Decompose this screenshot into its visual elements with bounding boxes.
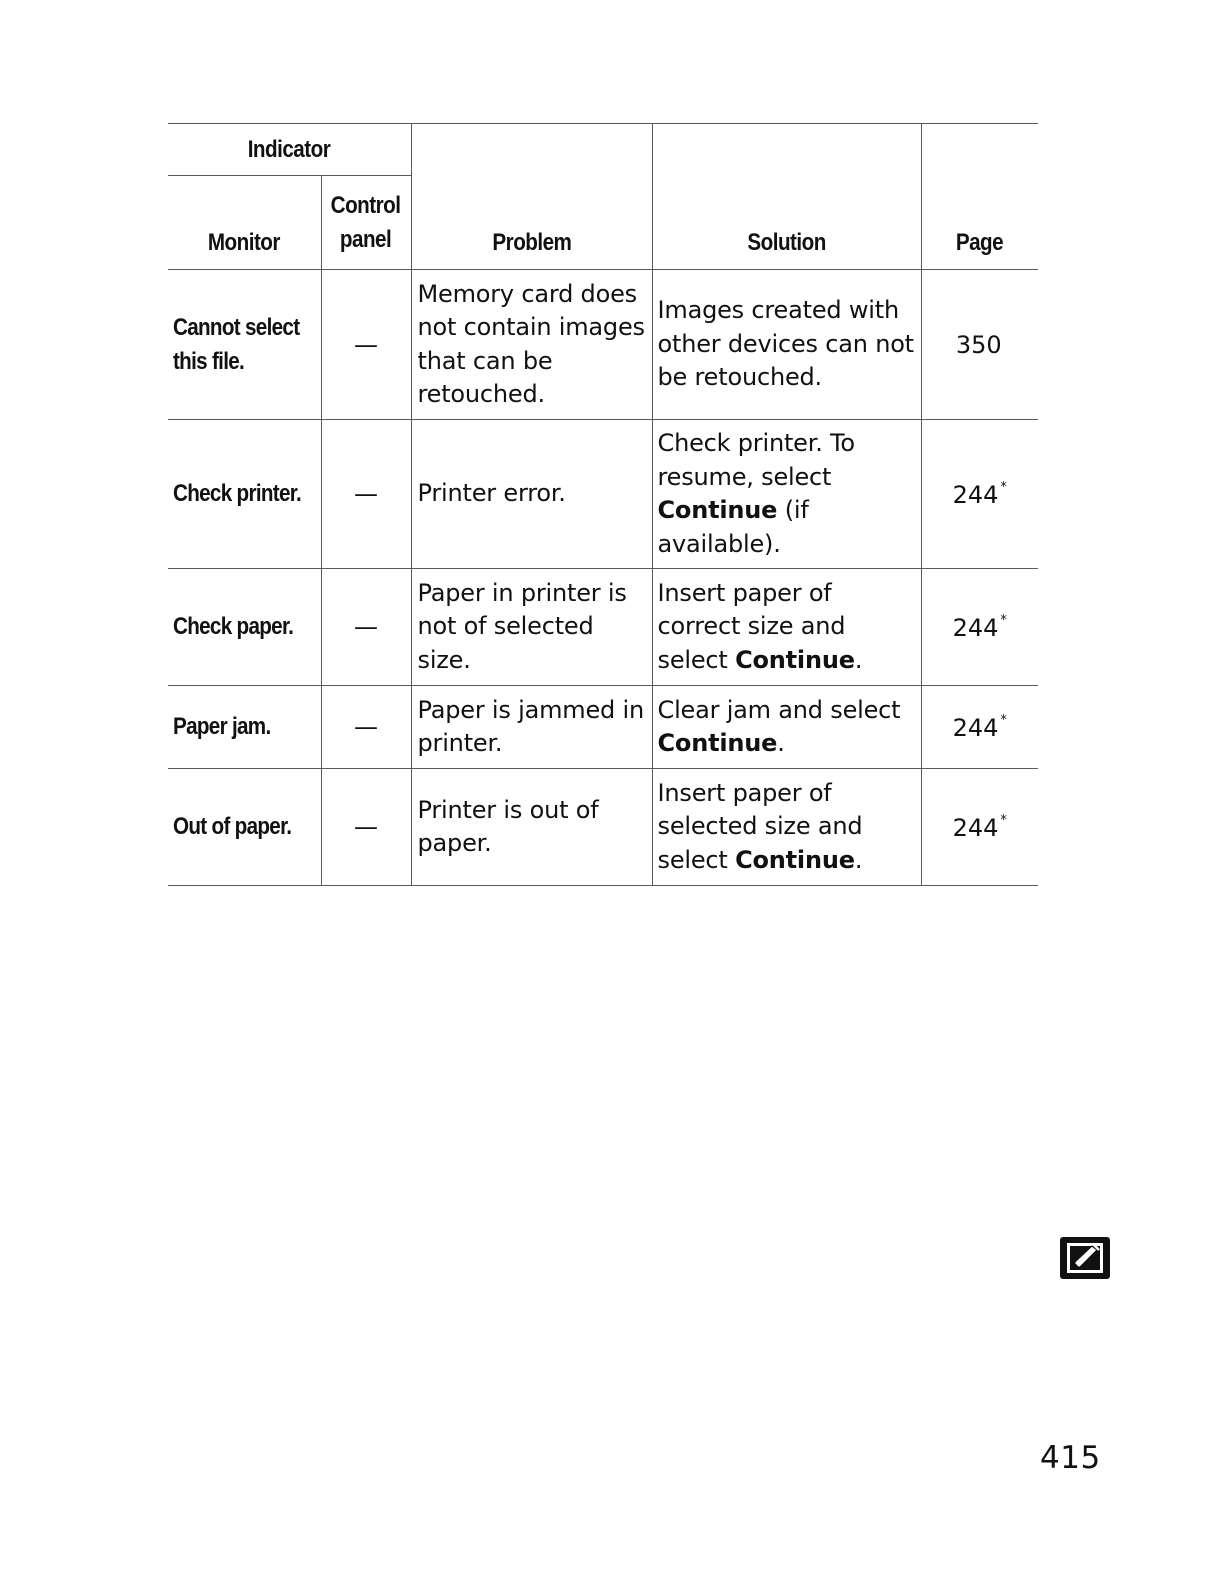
page-reference: 244 [952,613,999,642]
solution-text-end: . [854,645,863,674]
solution-text-end: . [777,729,785,757]
table-row [168,420,1038,569]
monitor-message: Cannot select this file. [173,313,300,375]
table-row [168,270,1038,420]
technical-notes-pencil-icon [1059,1236,1111,1280]
solution-cell [652,686,921,769]
page-reference: 244 [952,813,999,842]
page-footnote-mark: * [1000,812,1007,828]
page-number: 415 [1040,1440,1101,1476]
solution-text: Images created with other devices can not be retouched. [657,296,914,392]
page-footnote-mark: * [1000,479,1007,495]
solution-text: Insert paper of selected size and select [657,778,863,874]
page-reference-cell [921,270,1038,420]
solution-text-end: (if available). [657,496,809,558]
control-panel-cell: — [321,270,411,420]
problem-cell: Paper is jammed in printer. [411,686,652,769]
control-panel-cell: — [321,769,411,886]
monitor-message-cell [168,686,321,769]
monitor-message: Paper jam. [173,713,271,740]
problem-header: Problem [411,124,652,270]
page-header: Page [921,124,1038,270]
page-footnote-mark: * [1000,712,1007,728]
solution-header: Solution [652,124,921,270]
solution-cell [652,420,921,569]
solution-text: Clear jam and select [657,695,901,724]
monitor-header: Monitor [168,176,321,270]
header-row-top [168,124,1038,176]
solution-keyword: Continue [657,496,778,524]
error-messages-table [168,123,1038,886]
table-row [168,569,1038,686]
page-reference-cell [921,686,1038,769]
control-panel-header: Control panel [321,176,411,270]
solution-text-end: . [854,845,863,874]
monitor-message-cell [168,270,321,420]
indicator-header: Indicator [168,124,411,176]
solution-cell [652,270,921,420]
table-row [168,686,1038,769]
problem-cell: Paper in printer is not of selected size. [411,569,652,686]
page-reference-cell [921,569,1038,686]
page-reference: 244 [952,713,999,742]
monitor-message: Check paper. [173,613,294,640]
table-row [168,769,1038,886]
table-body [168,270,1038,886]
page-reference-cell [921,769,1038,886]
page-reference: 350 [955,331,1002,359]
solution-cell [652,769,921,886]
page-reference: 244 [952,480,999,509]
monitor-message-cell [168,569,321,686]
solution-text: Insert paper of correct size and select [657,578,846,674]
solution-keyword: Continue [657,729,778,757]
solution-text: Check printer. To resume, select [657,429,855,491]
monitor-message: Check printer. [173,480,302,507]
page-reference-cell [921,420,1038,569]
control-panel-cell: — [321,569,411,686]
problem-cell: Printer is out of paper. [411,769,652,886]
page-footnote-mark: * [1000,612,1007,628]
control-panel-cell: — [321,686,411,769]
solution-cell [652,569,921,686]
monitor-message-cell [168,769,321,886]
problem-cell: Memory card does not contain images that can be retouched. [411,270,652,420]
monitor-message: Out of paper. [173,813,292,840]
solution-keyword: Continue [735,645,855,674]
problem-cell: Printer error. [411,420,652,569]
monitor-message-cell [168,420,321,569]
control-panel-cell: — [321,420,411,569]
solution-keyword: Continue [735,845,855,874]
troubleshooting-table-container [168,123,1038,886]
